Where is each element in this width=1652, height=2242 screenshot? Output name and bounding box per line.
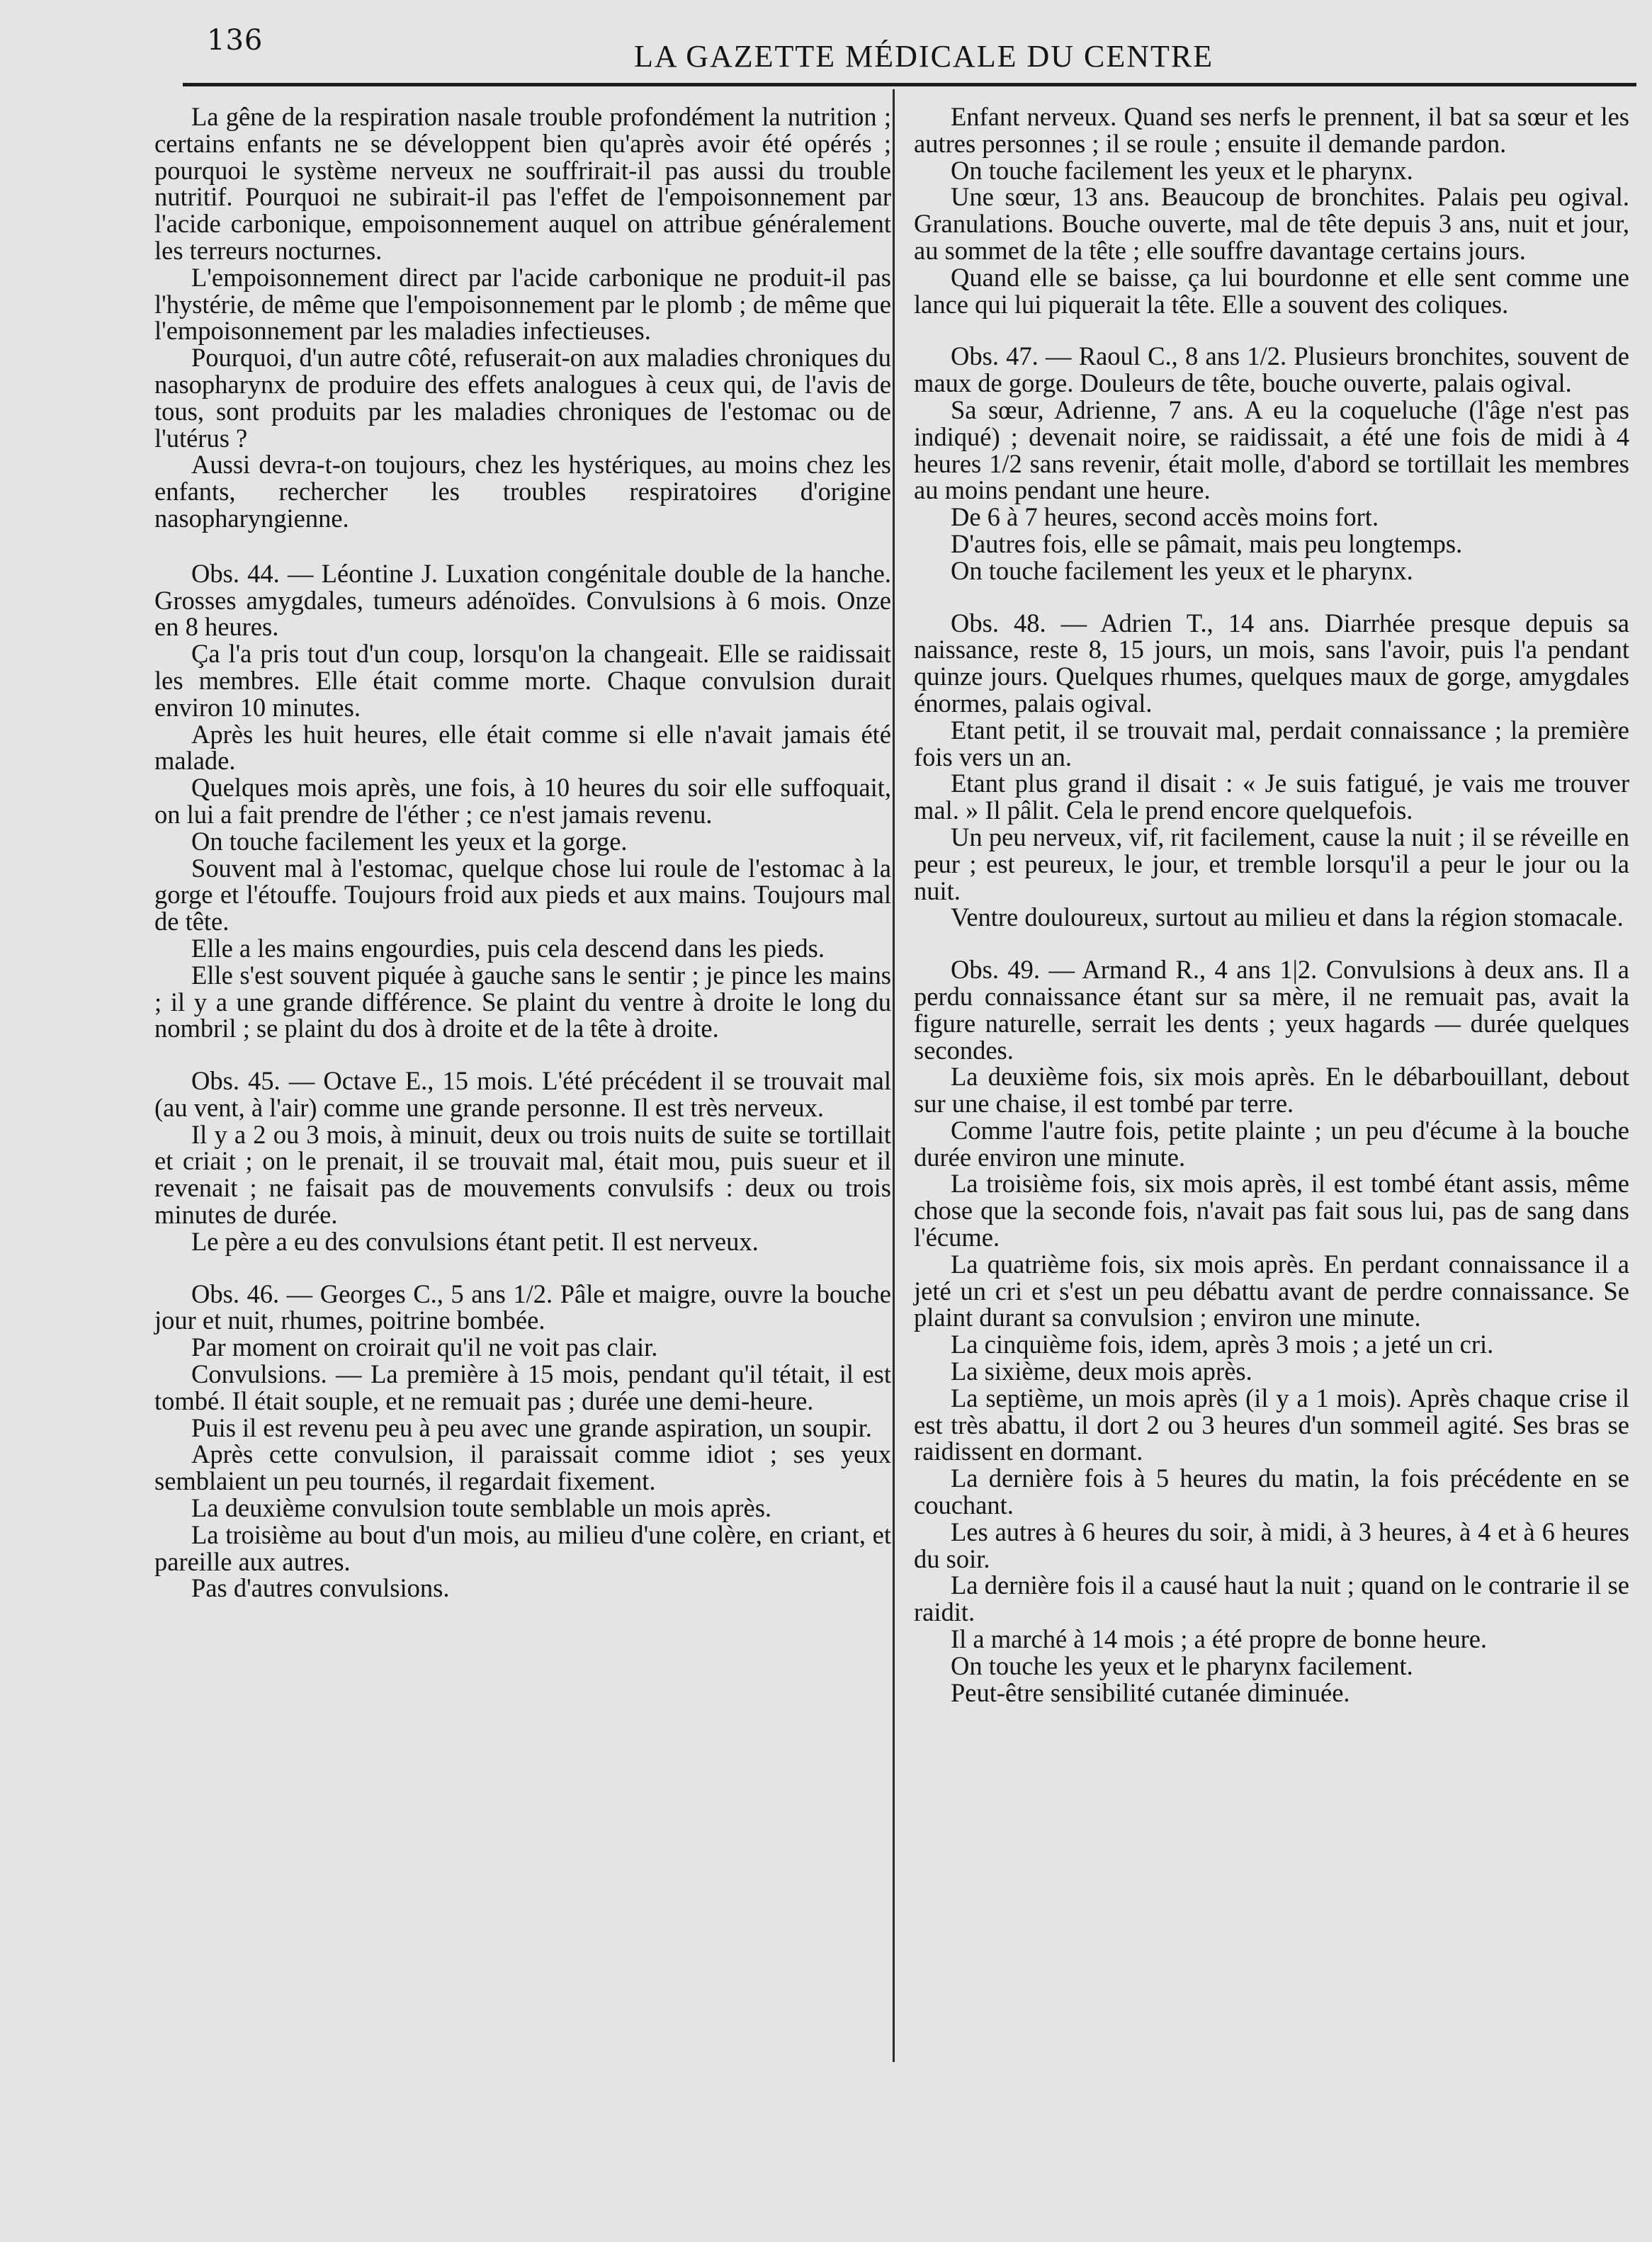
paragraph: La cinquième fois, idem, après 3 mois ; a jeté un cri. xyxy=(951,1330,1494,1359)
paragraph: Pourquoi, d'un autre côté, refuserait-on aux maladies chroniques du nasopharynx de produire des effets analogues à ceux qui, de l'avis de tous, sont produits par les maladies chroniques de l'estomac ou de l'utérus ? xyxy=(154,343,891,453)
paragraph: Convulsions. — La première à 15 mois, pendant qu'il tétait, il est tombé. Il était souple, et ne remuait pas ; durée une demi-heure. xyxy=(154,1359,891,1415)
paragraph: Il a marché à 14 mois ; a été propre de bonne heure. xyxy=(951,1624,1488,1654)
observation-heading-paragraph: Obs. 44. — Léontine J. Luxation congénitale double de la hanche. Grosses amygdales, tumeurs adénoïdes. Convulsions à 6 mois. Onze en 8 heures. xyxy=(154,558,891,642)
paragraph: Quand elle se baisse, ça lui bourdonne et elle sent comme une lance qui lui piquerait la tête. Elle a souvent des coliques. xyxy=(914,262,1629,319)
paragraph: Puis il est revenu peu à peu avec une grande aspiration, un soupir. xyxy=(191,1412,872,1442)
header-rule xyxy=(183,83,1636,86)
paragraph: Enfant nerveux. Quand ses nerfs le prennent, il bat sa sœur et les autres personnes ; il se roule ; ensuite il demande pardon. xyxy=(914,102,1629,158)
paragraph: Quelques mois après, une fois, à 10 heures du soir elle suffoquait, on lui a fait prendre de l'éther ; ce n'est jamais revenu. xyxy=(154,773,891,829)
paragraph: Il y a 2 ou 3 mois, à minuit, deux ou trois nuits de suite se tortillait et criait ; on le prenait, il se trouvait mal, était mou, puis sueur et il revenait ; ne faisait pas de mouvements convulsifs : deux ou trois minutes de durée. xyxy=(154,1119,891,1230)
paragraph: Sa sœur, Adrienne, 7 ans. A eu la coqueluche (l'âge n'est pas indiqué) ; devenait noire, se raidissait, a été une fois de midi à 4 heures 1/2 sans revenir, était molle, d'abord se tortillait les membres au moins pendant une heure. xyxy=(914,395,1629,505)
paragraph: Etant petit, il se trouvait mal, perdait connaissance ; la première fois vers un an. xyxy=(914,715,1629,771)
paragraph: Elle a les mains engourdies, puis cela descend dans les pieds. xyxy=(191,933,825,963)
paragraph: On touche facilement les yeux et la gorge. xyxy=(191,826,628,856)
paragraph: Peut-être sensibilité cutanée diminuée. xyxy=(951,1677,1350,1707)
paragraph: La dernière fois il a causé haut la nuit ; quand on le contrarie il se raidit. xyxy=(914,1570,1629,1627)
paragraph: La sixième, deux mois après. xyxy=(951,1357,1252,1386)
paragraph: Un peu nerveux, vif, rit facilement, cause la nuit ; il se réveille en peur ; est peureux, le jour, et tremble lorsqu'il a peur le jour ou la nuit. xyxy=(914,822,1629,905)
paragraph: De 6 à 7 heures, second accès moins fort. xyxy=(951,502,1379,532)
page-number: 136 xyxy=(207,24,264,57)
observation-heading-paragraph: Obs. 49. — Armand R., 4 ans 1|2. Convulsions à deux ans. Il a perdu connaissance étant sur sa mère, il ne remuait pas, avait la figure naturelle, serrait les dents ; yeux hagards — durée quelques secondes. xyxy=(914,955,1629,1065)
observation-heading-paragraph: Obs. 46. — Georges C., 5 ans 1/2. Pâle et maigre, ouvre la bouche jour et nuit, rhumes, poitrine bombée. xyxy=(154,1279,891,1335)
paragraph: Ça l'a pris tout d'un coup, lorsqu'on la changeait. Elle se raidissait les membres. Elle était comme morte. Chaque convulsion durait environ 10 minutes. xyxy=(154,639,891,722)
paragraph: La troisième fois, six mois après, il est tombé étant assis, même chose que la seconde fois, n'avait pas fait sous lui, pas de sang dans l'écume. xyxy=(914,1169,1629,1252)
paragraph: La dernière fois à 5 heures du matin, la fois précédente en se couchant. xyxy=(914,1463,1629,1520)
observation-heading-paragraph: Obs. 47. — Raoul C., 8 ans 1/2. Plusieurs bronchites, souvent de maux de gorge. Douleurs de tête, bouche ouverte, palais ogival. xyxy=(914,341,1629,398)
column-divider xyxy=(893,89,895,2062)
paragraph: Etant plus grand il disait : « Je suis fatigué, je vais me trouver mal. » Il pâlit. Cela le prend encore quelquefois. xyxy=(914,769,1629,825)
running-title: LA GAZETTE MÉDICALE DU CENTRE xyxy=(634,39,1214,74)
paragraph: Par moment on croirait qu'il ne voit pas clair. xyxy=(191,1332,658,1362)
paragraph: Les autres à 6 heures du soir, à midi, à 3 heures, à 4 et à 6 heures du soir. xyxy=(914,1517,1629,1573)
paragraph: Souvent mal à l'estomac, quelque chose lui roule de l'estomac à la gorge et l'étouffe. Toujours froid aux pieds et aux mains. Toujours mal de tête. xyxy=(154,853,891,936)
paragraph: La deuxième convulsion toute semblable un mois après. xyxy=(191,1493,772,1523)
paragraph: Le père a eu des convulsions étant petit. Il est nerveux. xyxy=(191,1226,759,1256)
observation-heading-paragraph: Obs. 48. — Adrien T., 14 ans. Diarrhée presque depuis sa naissance, reste 8, 15 jours, un mois, sans l'avoir, puis l'a pendant quinze jours. Quelques rhumes, quelques maux de gorge, amygdales énormes, palais ogival. xyxy=(914,608,1629,718)
paragraph: L'empoisonnement direct par l'acide carbonique ne produit-il pas l'hystérie, de même que l'empoisonnement par le plomb ; de même que l'empoisonnement par les maladies infectieuses. xyxy=(154,262,891,346)
paragraph: On touche les yeux et le pharynx facilement. xyxy=(951,1651,1413,1680)
right-column xyxy=(914,103,1629,1706)
paragraph: Ventre douloureux, surtout au milieu et dans la région stomacale. xyxy=(951,902,1624,932)
paragraph: La septième, un mois après (il y a 1 mois). Après chaque crise il est très abattu, il dort 2 ou 3 heures d'un sommeil agité. Ses bras se raidissent en dormant. xyxy=(914,1383,1629,1466)
paragraph: La troisième au bout d'un mois, au milieu d'une colère, en criant, et pareille aux autres. xyxy=(154,1519,891,1576)
paragraph: La gêne de la respiration nasale trouble profondément la nutrition ; certains enfants ne se développent bien qu'après avoir été opérés ; pourquoi le système nerveux ne souffrirait-il pas aussi du trouble nutritif. Pourquoi ne subirait-il pas l'effet de l'empoisonnement par l'acide carbonique, empoisonnement auquel on attribue généralement les terreurs nocturnes. xyxy=(154,102,891,265)
paragraph: On touche facilement les yeux et le pharynx. xyxy=(951,155,1413,185)
observation-heading-paragraph: Obs. 45. — Octave E., 15 mois. L'été précédent il se trouvait mal (au vent, à l'air) comme une grande personne. Il est très nerveux. xyxy=(154,1066,891,1122)
paragraph: Une sœur, 13 ans. Beaucoup de bronchites. Palais peu ogival. Granulations. Bouche ouverte, mal de tête depuis 3 ans, nuit et jour, au sommet de la tête ; elle souffre davantage certains jours. xyxy=(914,182,1629,265)
paragraph: D'autres fois, elle se pâmait, mais peu longtemps. xyxy=(951,528,1463,558)
paragraph: Comme l'autre fois, petite plainte ; un peu d'écume à la bouche durée environ une minute. xyxy=(914,1115,1629,1172)
paragraph: Après cette convulsion, il paraissait comme idiot ; ses yeux semblaient un peu tournés, il regardait fixement. xyxy=(154,1439,891,1496)
paragraph: Aussi devra-t-on toujours, chez les hystériques, au moins chez les enfants, rechercher les troubles respiratoires d'origine nasopharyngienne. xyxy=(154,450,891,533)
paragraph: On touche facilement les yeux et le pharynx. xyxy=(951,555,1413,585)
paragraph: Après les huit heures, elle était comme si elle n'avait jamais été malade. xyxy=(154,719,891,776)
paragraph: La quatrième fois, six mois après. En perdant connaissance il a jeté un cri et s'est un peu débattu avant de perdre connaissance. Se plaint durant sa convulsion ; environ une minute. xyxy=(914,1249,1629,1332)
paragraph: Pas d'autres convulsions. xyxy=(191,1573,450,1603)
left-column xyxy=(154,103,891,1602)
paragraph: Elle s'est souvent piquée à gauche sans le sentir ; je pince les mains ; il y a une grande différence. Se plaint du ventre à droite le long du nombril ; se plaint du dos à droite et de la tête à droite. xyxy=(154,960,891,1043)
paragraph: La deuxième fois, six mois après. En le débarbouillant, debout sur une chaise, il est tombé par terre. xyxy=(914,1062,1629,1119)
